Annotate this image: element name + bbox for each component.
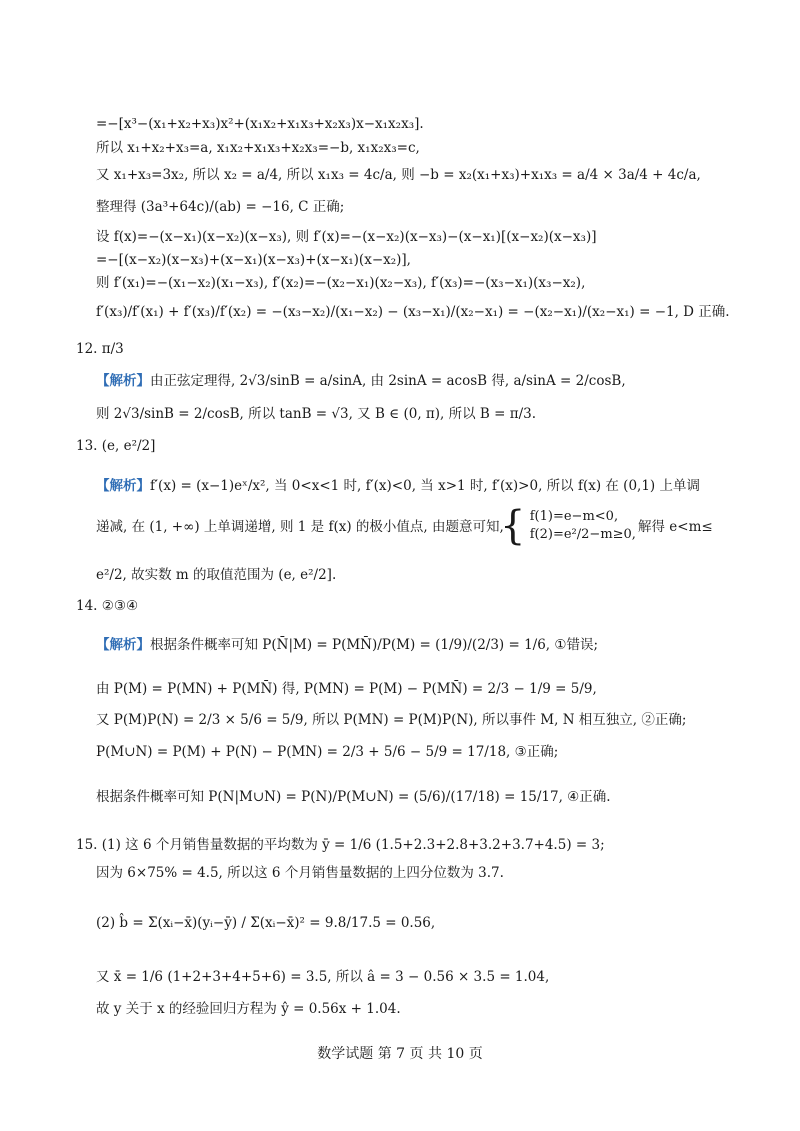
line-1: =−[x³−(x₁+x₂+x₃)x²+(x₁x₂+x₁x₃+x₂x₃)x−x₁x₂x₃]. xyxy=(96,116,424,132)
q12-analysis-1: 【解析】由正弦定理得, 2√3/sinB = a/sinA, 由 2sinA = acosB 得, a/sinA = 2/cosB, xyxy=(96,373,626,389)
analysis-tag: 【解析】 xyxy=(96,478,150,494)
q13-analysis-1: 【解析】f′(x) = (x−1)eˣ/x², 当 0<x<1 时, f′(x)<0, 当 x>1 时, f′(x)>0, 所以 f(x) 在 (0,1) 上单调 xyxy=(96,478,700,494)
q13-condition-1: f(1)=e−m<0, xyxy=(529,509,619,524)
q14-answer: 14. ②③④ xyxy=(76,598,139,614)
q13-system-brace xyxy=(500,503,636,549)
q13-answer: 13. (e, e²/2] xyxy=(76,438,156,454)
q15-part2-a: (2) b̂ = Σ(xᵢ−x̄)(yᵢ−ȳ) / Σ(xᵢ−x̄)² = 9.8/17.5 = 0.56, xyxy=(96,915,436,931)
q13-condition-2: f(2)=e²/2−m≥0, xyxy=(529,527,636,542)
q12-analysis-2: 则 2√3/sinB = 2/cosB, 所以 tanB = √3, 又 B ∈ (0, π), 所以 B = π/3. xyxy=(96,406,537,422)
q12-answer: 12. π/3 xyxy=(76,341,124,357)
q13-range: e²/2, 故实数 m 的取值范围为 (e, e²/2]. xyxy=(96,567,337,583)
q15-part1-a: 15. (1) 这 6 个月销售量数据的平均数为 ȳ = 1/6 (1.5+2.3+2.8+3.2+3.7+4.5) = 3; xyxy=(76,837,605,853)
line-2: 所以 x₁+x₂+x₃=a, x₁x₂+x₁x₃+x₂x₃=−b, x₁x₂x₃=c, xyxy=(96,140,420,156)
q13-analysis-2: 递减, 在 (1, +∞) 上单调递增, 则 1 是 f(x) 的极小值点, 由题意可知, xyxy=(96,519,504,535)
brace-icon: { xyxy=(500,503,526,549)
line-4: 整理得 (3a³+64c)/(ab) = −16, C 正确; xyxy=(96,199,345,215)
analysis-tag: 【解析】 xyxy=(96,373,150,389)
q14-analysis-5: 根据条件概率可知 P(N|M∪N) = P(N)/P(M∪N) = (5/6)/(17/18) = 15/17, ④正确. xyxy=(96,789,611,805)
q14-analysis-4: P(M∪N) = P(M) + P(N) − P(MN) = 2/3 + 5/6 − 5/9 = 17/18, ③正确; xyxy=(96,744,559,760)
q15-part2-c: 故 y 关于 x 的经验回归方程为 ŷ = 0.56x + 1.04. xyxy=(96,1001,401,1017)
q13-solve: 解得 e<m≤ xyxy=(638,519,713,535)
line-6: =−[(x−x₂)(x−x₃)+(x−x₁)(x−x₃)+(x−x₁)(x−x₂)], xyxy=(96,252,411,268)
q14-analysis-3: 又 P(M)P(N) = 2/3 × 5/6 = 5/9, 所以 P(MN) = P(M)P(N), 所以事件 M, N 相互独立, ②正确; xyxy=(96,712,687,728)
q15-part2-b: 又 x̄ = 1/6 (1+2+3+4+5+6) = 3.5, 所以 â = 3 − 0.56 × 3.5 = 1.04, xyxy=(96,969,550,985)
q14-analysis-2: 由 P(M) = P(MN) + P(MN̄) 得, P(MN) = P(M) − P(MN̄) = 2/3 − 1/9 = 5/9, xyxy=(96,681,597,697)
analysis-tag: 【解析】 xyxy=(96,637,150,653)
q14-analysis-1: 【解析】根据条件概率可知 P(N̄|M) = P(MN̄)/P(M) = (1/9)/(2/3) = 1/6, ①错误; xyxy=(96,637,599,653)
line-5: 设 f(x)=−(x−x₁)(x−x₂)(x−x₃), 则 f′(x)=−(x−x₂)(x−x₃)−(x−x₁)[(x−x₂)(x−x₃)] xyxy=(96,229,597,245)
page-footer: 数学试题 第 7 页 共 10 页 xyxy=(317,1046,483,1062)
line-7: 则 f′(x₁)=−(x₁−x₂)(x₁−x₃), f′(x₂)=−(x₂−x₁)(x₂−x₃), f′(x₃)=−(x₃−x₁)(x₃−x₂), xyxy=(96,275,586,291)
q15-part1-b: 因为 6×75% = 4.5, 所以这 6 个月销售量数据的上四分位数为 3.7. xyxy=(96,865,504,881)
line-3: 又 x₁+x₃=3x₂, 所以 x₂ = a/4, 所以 x₁x₃ = 4c/a, 则 −b = x₂(x₁+x₃)+x₁x₃ = a/4 × 3a/4 + 4c/a, xyxy=(96,167,701,183)
line-8: f′(x₃)/f′(x₁) + f′(x₃)/f′(x₂) = −(x₃−x₂)/(x₁−x₂) − (x₃−x₁)/(x₂−x₁) = −(x₂−x₁)/(x₂−x₁) = −1, D 正确. xyxy=(96,304,730,320)
